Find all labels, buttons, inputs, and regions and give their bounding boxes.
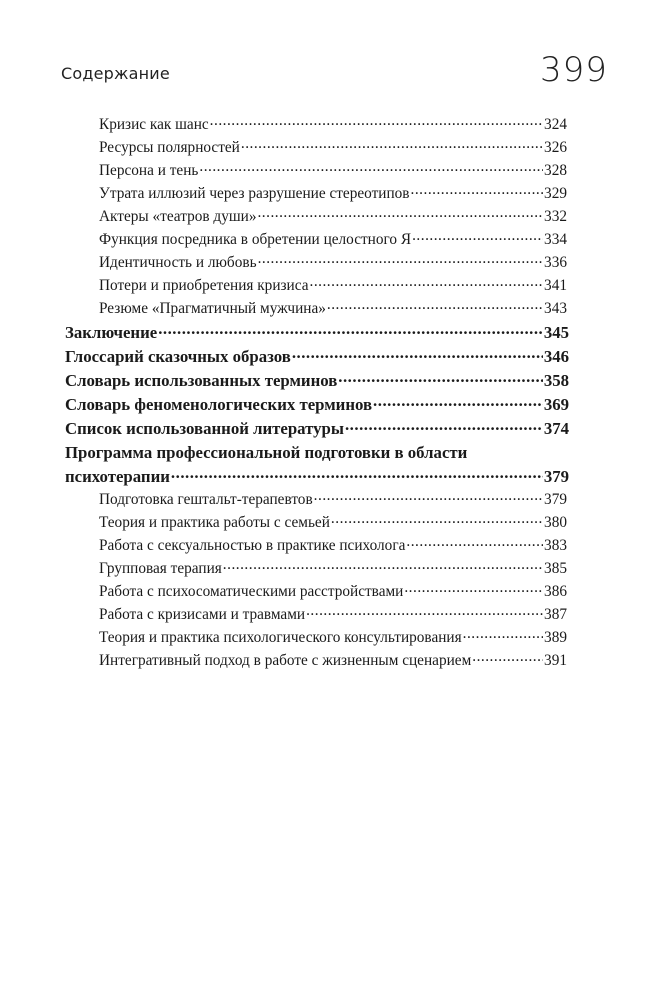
toc-leader-dots — [331, 512, 543, 527]
toc-leader-dots — [412, 229, 543, 244]
toc-entry — [99, 229, 567, 251]
toc-leader-dots — [199, 160, 543, 175]
toc-entry-page: 379 — [544, 491, 567, 509]
toc-leader-dots — [223, 558, 543, 573]
toc-entry-page: 324 — [544, 116, 567, 134]
toc-entry-title: Теория и практика психологического консультирования — [99, 629, 462, 647]
toc-entry — [99, 137, 567, 159]
toc-chapter-page: 345 — [543, 323, 569, 342]
toc-entry-title: Работа с кризисами и травмами — [99, 606, 306, 624]
toc-chapter-page: 379 — [543, 467, 569, 486]
toc-chapter-page: 358 — [543, 371, 569, 390]
toc-entry — [99, 183, 567, 205]
running-header: Содержание — [61, 64, 170, 83]
toc-entry — [99, 275, 567, 297]
toc-chapter-title: Словарь феноменологических терминов — [65, 395, 373, 414]
toc-entry-page: 326 — [544, 139, 567, 157]
toc-entry-page: 334 — [544, 231, 567, 249]
toc-entry-title: Персона и тень — [99, 162, 199, 180]
toc-entry-page: 380 — [544, 514, 567, 532]
toc-chapter-title: Словарь использованных терминов — [65, 371, 338, 390]
toc-chapter-title-line2: психотерапии — [65, 467, 170, 486]
toc-entry-page: 391 — [544, 652, 567, 670]
toc-entry-title: Теория и практика работы с семьей — [99, 514, 330, 532]
toc-entry-title: Утрата иллюзий через разрушение стереотипов — [99, 185, 410, 203]
toc-chapter — [65, 465, 569, 489]
toc-leader-dots — [327, 298, 543, 313]
toc-entry-title: Работа с сексуальностью в практике психолога — [99, 537, 406, 555]
toc-chapter — [65, 345, 569, 369]
toc-entry-page: 343 — [544, 300, 567, 318]
toc-entry — [99, 558, 567, 580]
toc-chapter-title: Заключение — [65, 323, 158, 342]
toc-leader-dots — [306, 604, 543, 619]
toc-leader-dots — [406, 535, 543, 550]
toc-leader-dots — [338, 369, 543, 386]
toc-entry — [99, 604, 567, 626]
toc-leader-dots — [314, 489, 543, 504]
toc-leader-dots — [292, 345, 543, 362]
toc-chapter-page: 346 — [543, 347, 569, 366]
toc-entry — [99, 627, 567, 649]
toc-leader-dots — [373, 393, 543, 410]
toc-entry-page: 386 — [544, 583, 567, 601]
toc-leader-dots — [257, 206, 543, 221]
toc-entry-title: Идентичность и любовь — [99, 254, 257, 272]
toc-entry-page: 387 — [544, 606, 567, 624]
toc-entry-page: 385 — [544, 560, 567, 578]
toc-entry — [99, 252, 567, 274]
toc-entry — [99, 650, 567, 672]
toc-leader-dots — [463, 627, 543, 642]
toc-chapter-title: Глоссарий сказочных образов — [65, 347, 291, 366]
toc-entry-title: Работа с психосоматическими расстройствами — [99, 583, 404, 601]
toc-entry — [99, 298, 567, 320]
toc-entry — [99, 489, 567, 511]
toc-chapter — [65, 321, 569, 345]
toc-leader-dots — [345, 417, 543, 434]
toc-entry — [99, 581, 567, 603]
toc-leader-dots — [241, 137, 543, 152]
toc-leader-dots — [158, 321, 543, 338]
toc-entry-page: 332 — [544, 208, 567, 226]
toc-entry — [99, 160, 567, 182]
toc-chapter — [65, 369, 569, 393]
toc-entry-title: Кризис как шанс — [99, 116, 209, 134]
toc-entry-page: 341 — [544, 277, 567, 295]
toc-entry-page: 336 — [544, 254, 567, 272]
toc-entry-title: Подготовка гештальт-терапевтов — [99, 491, 313, 509]
toc-leader-dots — [472, 650, 543, 665]
toc-leader-dots — [310, 275, 544, 290]
toc-entry-title: Групповая терапия — [99, 560, 222, 578]
toc-entry-title: Функция посредника в обретении целостного Я — [99, 231, 412, 249]
toc-entry-title: Ресурсы полярностей — [99, 139, 240, 157]
toc-entry-page: 383 — [544, 537, 567, 555]
toc-entry-page: 389 — [544, 629, 567, 647]
toc-chapter-title: Программа профессиональной подготовки в области — [65, 443, 468, 462]
toc-leader-dots — [210, 114, 543, 129]
toc-entry — [99, 535, 567, 557]
toc-entry-page: 328 — [544, 162, 567, 180]
toc-chapter-line1 — [65, 441, 569, 465]
toc-entry — [99, 114, 567, 136]
toc-chapter-page: 369 — [543, 395, 569, 414]
page-number: 399 — [540, 50, 608, 90]
toc-entry — [99, 512, 567, 534]
toc-chapter — [65, 393, 569, 417]
toc-leader-dots — [404, 581, 543, 596]
toc-chapter — [65, 417, 569, 441]
toc-entry-title: Актеры «театров души» — [99, 208, 257, 226]
toc-entry-title: Интегративный подход в работе с жизненным сценарием — [99, 652, 472, 670]
toc-entry-title: Резюме «Прагматичный мужчина» — [99, 300, 326, 318]
toc-chapter-title: Список использованной литературы — [65, 419, 344, 438]
toc-leader-dots — [258, 252, 543, 267]
toc-entry-page: 329 — [544, 185, 567, 203]
toc-entry — [99, 206, 567, 228]
toc-leader-dots — [171, 465, 543, 482]
toc-chapter-page: 374 — [543, 419, 569, 438]
toc-leader-dots — [411, 183, 544, 198]
toc-entry-title: Потери и приобретения кризиса — [99, 277, 309, 295]
